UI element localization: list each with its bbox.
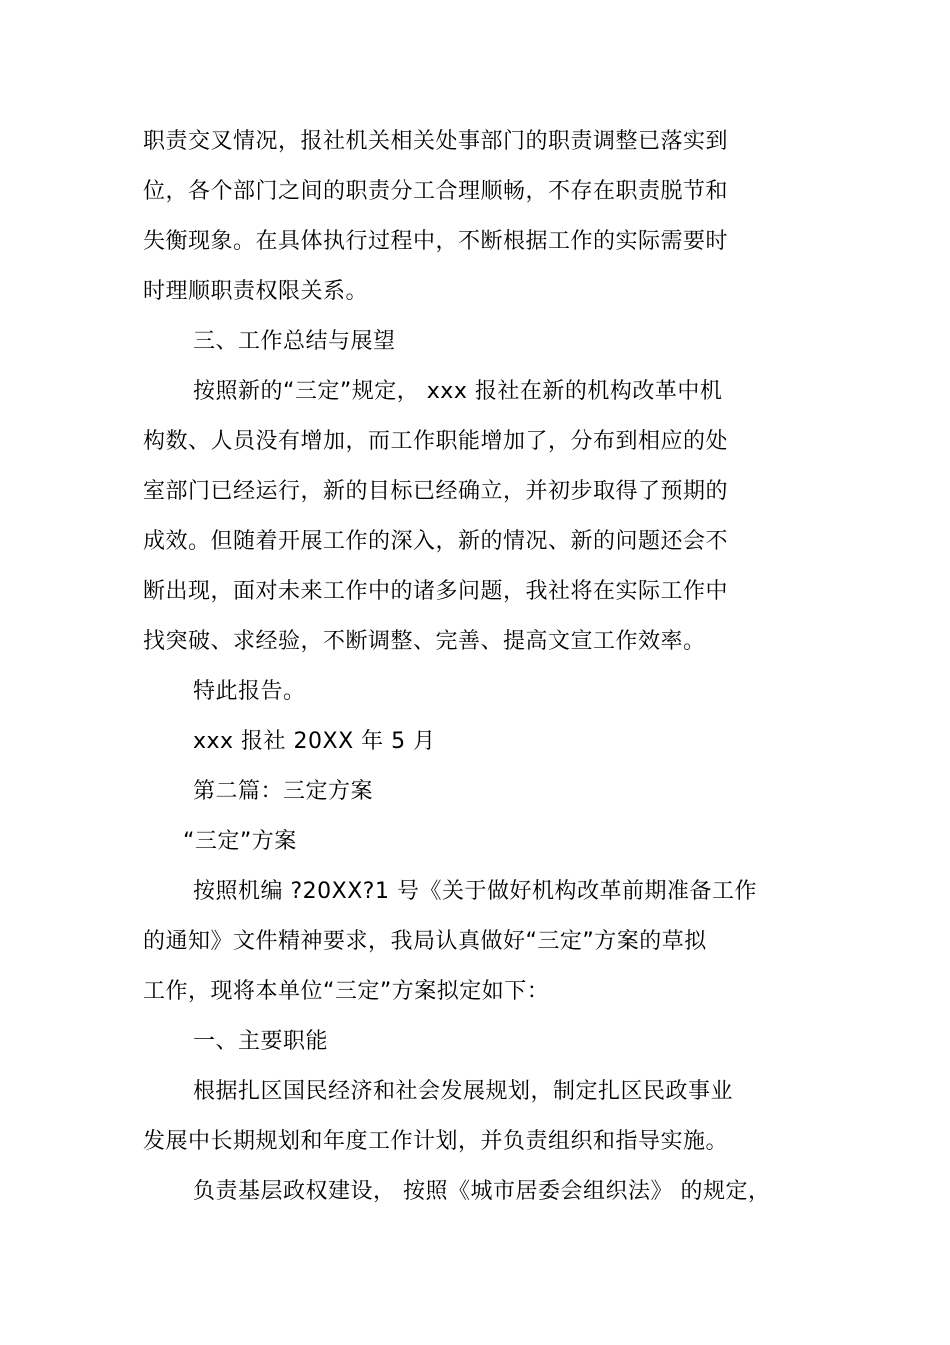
section-heading: 三、工作总结与展望 — [193, 329, 396, 354]
section-heading: 一、主要职能 — [193, 1029, 329, 1054]
text-line: 成效。但随着开展工作的深入，新的情况、新的问题还会不 — [143, 529, 729, 554]
chapter-title: 第二篇：三定方案 — [193, 779, 374, 804]
text-line: 室部门已经运行，新的目标已经确立，并初步取得了预期的 — [143, 479, 729, 504]
text-line: 按照机编 ?20XX?1 号《关于做好机构改革前期准备工作 — [193, 879, 757, 904]
document-title: “三定”方案 — [183, 829, 297, 854]
text-line: 根据扎区国民经济和社会发展规划，制定扎区民政事业 — [193, 1079, 734, 1104]
text-line: 按照新的“三定”规定， xxx 报社在新的机构改革中机 — [193, 379, 723, 404]
text-line: 时理顺职责权限关系。 — [143, 279, 369, 304]
text-line: 找突破、求经验，不断调整、完善、提高文宣工作效率。 — [143, 629, 706, 654]
closing-line: 特此报告。 — [193, 679, 306, 704]
text-line: 断出现，面对未来工作中的诸多问题，我社将在实际工作中 — [143, 579, 729, 604]
text-line: 的通知》文件精神要求，我局认真做好“三定”方案的草拟 — [143, 929, 707, 954]
text-line: 发展中长期规划和年度工作计划，并负责组织和指导实施。 — [143, 1129, 729, 1154]
text-line: 工作，现将本单位“三定”方案拟定如下： — [143, 979, 550, 1004]
text-line: 构数、人员没有增加，而工作职能增加了，分布到相应的处 — [143, 429, 729, 454]
text-line: 失衡现象。在具体执行过程中，不断根据工作的实际需要时 — [143, 229, 729, 254]
text-line: 位，各个部门之间的职责分工合理顺畅，不存在职责脱节和 — [143, 179, 729, 204]
signature-line: xxx 报社 20XX 年 5 月 — [193, 729, 436, 754]
text-line: 负责基层政权建设， 按照《城市居委会组织法》 的规定， — [193, 1179, 771, 1204]
text-line: 职责交叉情况，报社机关相关处事部门的职责调整已落实到 — [143, 129, 729, 154]
